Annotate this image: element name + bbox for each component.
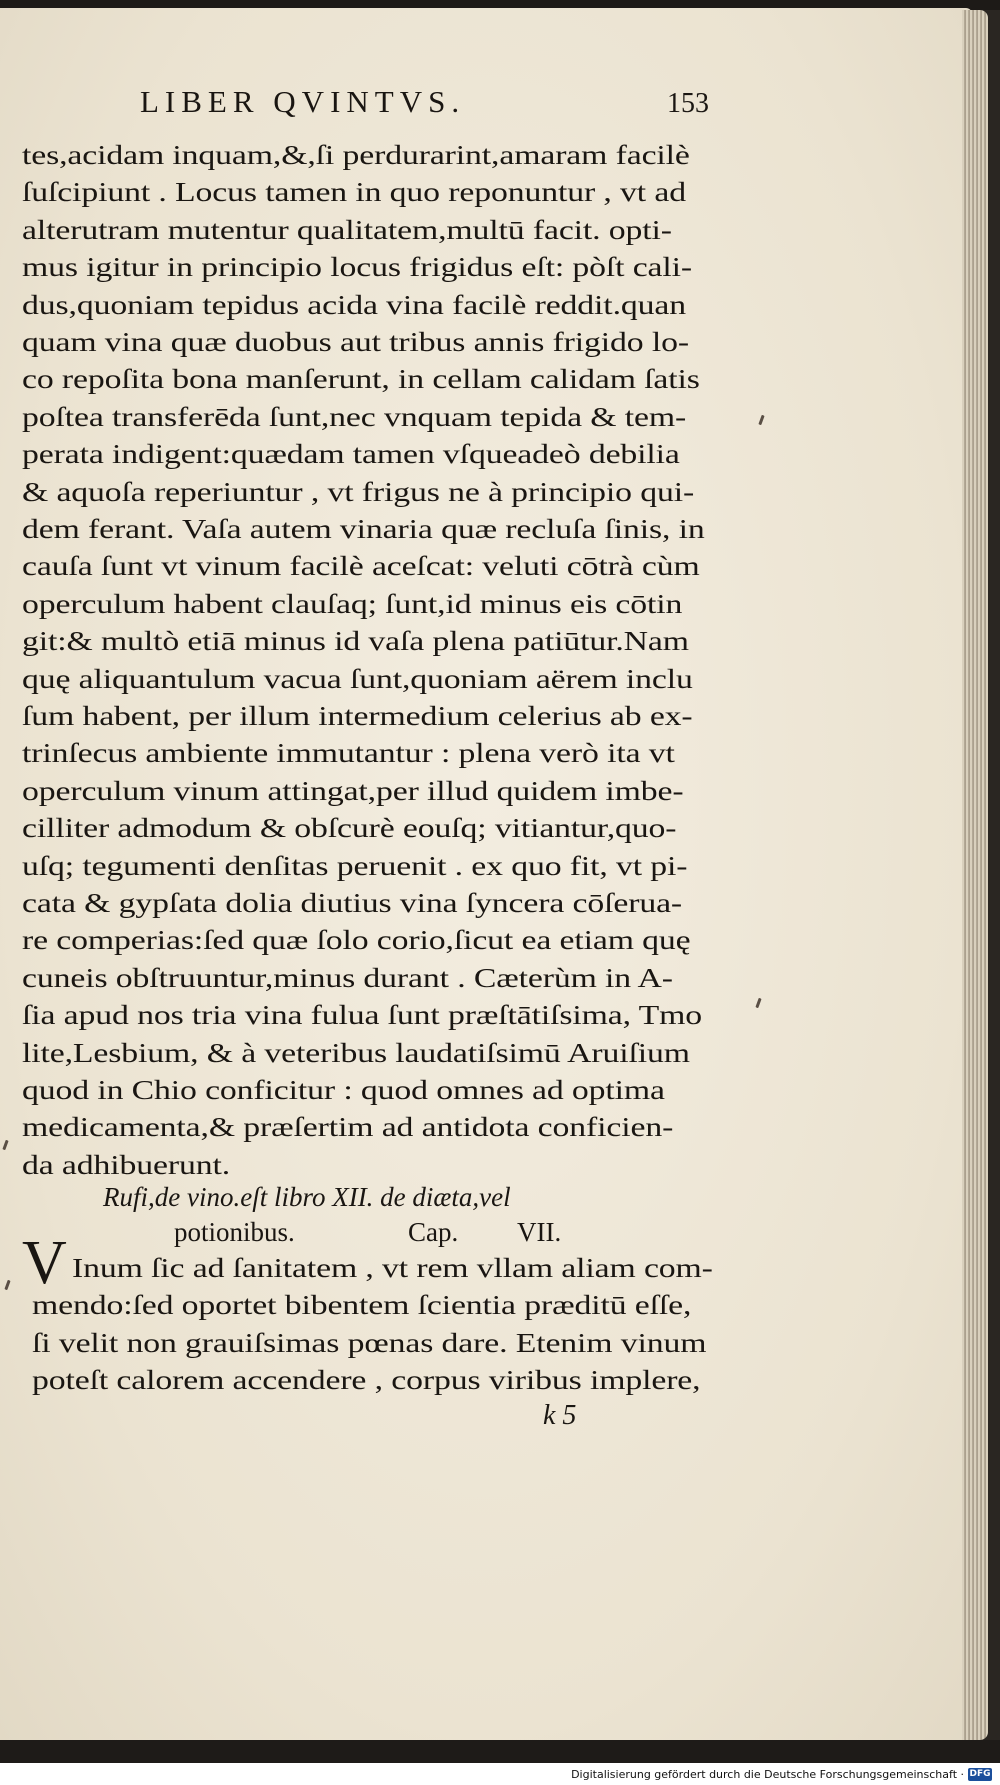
text-line: re comperias:ſed quæ ſolo corio,ſicut ea etiam quę [22,925,691,956]
text-line: quam vina quæ duobus aut tribus annis frigido lo- [22,327,689,357]
text-line: ſum habent, per illum intermedium celerius ab ex- [22,701,693,731]
footer-credit: Digitalisierung gefördert durch die Deutsche Forschungsgemeinschaft · [571,1767,964,1781]
page-number: 153 [667,88,709,119]
text-line: lite,Lesbium, & à veteribus laudatiſsimū Aruiſium [22,1037,690,1068]
signature-mark: k 5 [543,1400,577,1431]
text-line: ſi velit non grauiſsimas pœnas dare. Etenim vinum [32,1327,707,1358]
text-line: cauſa ſunt vt vinum facilè aceſcat: veluti cōtrà cùm [22,551,700,582]
ink-speck [755,998,761,1008]
text-line: medicamenta,& præſertim ad antidota conficien- [22,1112,674,1143]
dfg-logo: DFG [969,1769,991,1779]
text-line: cuneis obſtruuntur,minus durant . Cæterùm in A- [22,962,673,993]
text-line: dus,quoniam tepidus acida vina facilè reddit.quan [22,289,686,320]
text-line: dem ferant. Vaſa autem vinaria quæ recluſa ſinis, in [22,514,705,544]
text-line: tes,acidam inquam,&,ſi perdurarint,amaram facilè [22,140,690,170]
chapter-title-continued: potionibus. [174,1217,295,1247]
digitization-footer [0,1763,1000,1785]
text-line: cilliter admodum & obſcurè eouſq; vitiantur,quo- [22,813,677,844]
text-line: ſia apud nos tria vina fulua ſunt præſtātiſsima, Tmo [22,1000,702,1031]
text-line: perata indigent:quædam tamen vſqueadeò debilia [22,439,680,470]
drop-capital: V [22,1229,67,1297]
chapter-label: Cap. [408,1217,459,1247]
text-line: poteſt calorem accendere , corpus viribus implere, [32,1365,701,1396]
text-line: co repoſita bona manſerunt, in cellam calidam ſatis [22,364,700,395]
text-line: operculum vinum attingat,per illud quidem imbe- [22,775,684,806]
running-header: LIBER QVINTVS. [140,84,466,119]
ink-speck [758,415,764,425]
text-line: trinſecus ambiente immutantur : plena verò ita vt [22,738,675,769]
ink-speck [2,1140,8,1150]
ink-speck [4,1280,10,1290]
text-line: da adhibuerunt. [22,1149,231,1180]
text-line: mus igitur in principio locus frigidus eſt: pòſt cali- [22,252,693,283]
text-line: git:& multò etiā minus id vaſa plena patiūtur.Nam [22,626,689,657]
text-line: ſuſcipiunt . Locus tamen in quo reponuntur , vt ad [22,177,686,208]
text-line: poſtea transferēda ſunt,nec vnquam tepida & tem- [22,401,687,432]
text-line: cata & gypſata dolia diutius vina ſyncera cōſerua- [22,888,683,918]
chapter-title: Rufi,de vino.eſt libro XII. de diæta,vel [103,1182,511,1212]
chapter-number: VII. [517,1217,562,1247]
text-line: uſq; tegumenti denſitas peruenit . ex quo fit, vt pi- [22,850,688,881]
text-line: mendo:ſed oportet bibentem ſcientia præditū eſſe, [32,1290,692,1321]
text-line: quę aliquantulum vacua ſunt,quoniam aërem inclu [22,663,693,694]
text-line: operculum habent clauſaq; ſunt,id minus eis cōtin [22,588,683,619]
text-line: quod in Chio conficitur : quod omnes ad optima [22,1075,665,1105]
text-line: & aquoſa reperiuntur , vt frigus ne à principio qui- [22,476,695,507]
text-line: Inum ſic ad ſanitatem , vt rem vllam aliam com- [72,1253,713,1283]
text-line: alterutram mutentur qualitatem,multū facit. opti- [22,214,672,245]
